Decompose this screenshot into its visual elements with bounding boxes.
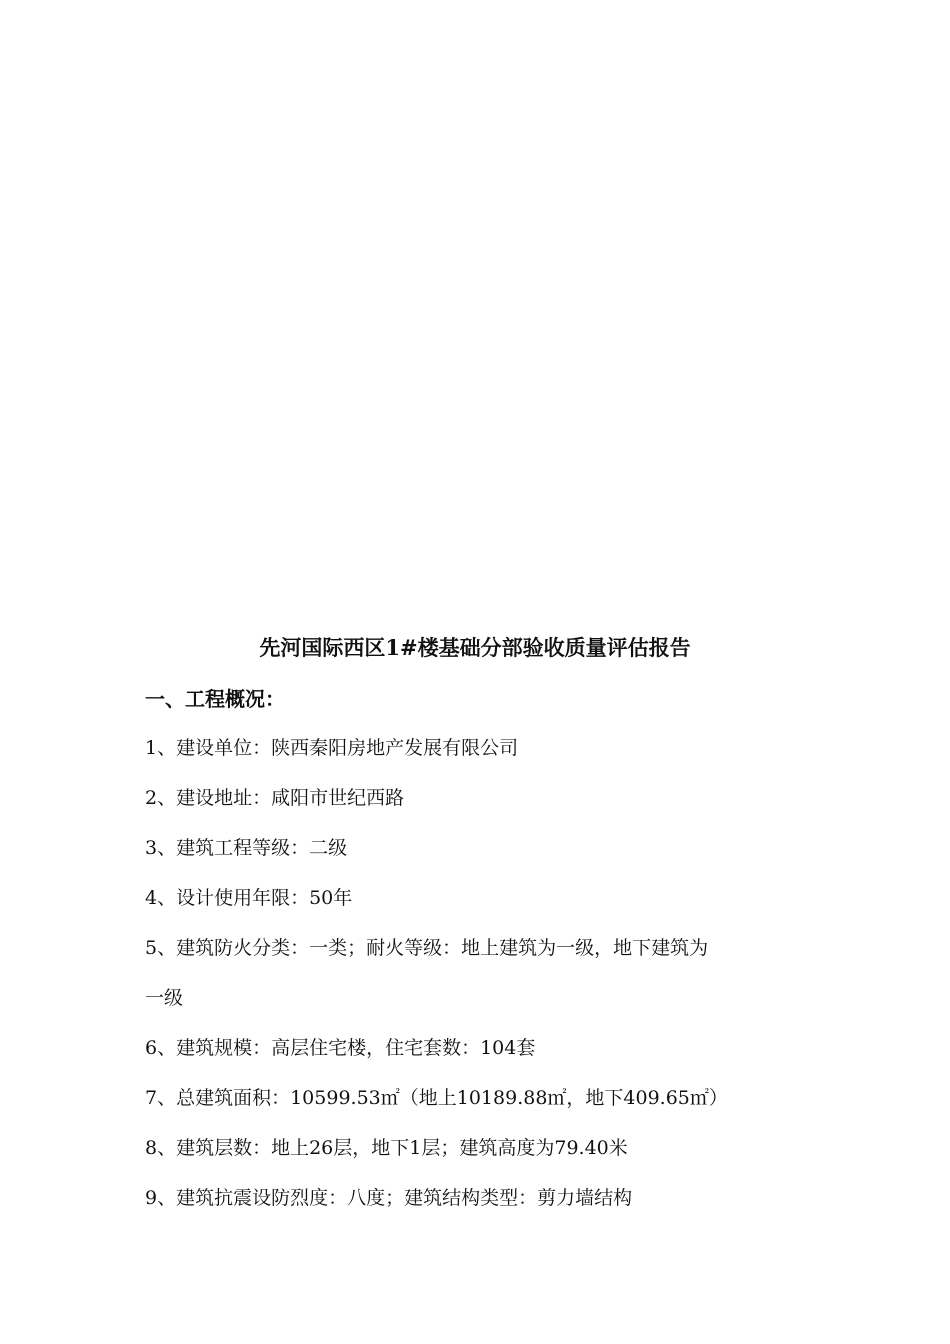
info-line-2: 2、建设地址：咸阳市世纪西路 (145, 787, 405, 809)
info-line-7: 7、总建筑面积：10599.53㎡（地上10189.88㎡，地下409.65㎡） (145, 1087, 728, 1109)
section-heading: 一、工程概况： (145, 687, 285, 711)
info-line-6: 6、建筑规模：高层住宅楼，住宅套数：104套 (145, 1037, 536, 1059)
document-title: 先河国际西区1#楼基础分部验收质量评估报告 (259, 635, 691, 660)
info-line-3: 3、建筑工程等级：二级 (145, 837, 348, 859)
info-line-9: 9、建筑抗震设防烈度：八度；建筑结构类型：剪力墙结构 (145, 1187, 633, 1209)
info-line-8: 8、建筑层数：地上26层，地下1层；建筑高度为79.40米 (145, 1137, 628, 1159)
info-line-1: 1、建设单位：陕西秦阳房地产发展有限公司 (145, 737, 519, 759)
info-line-5-continued: 一级 (145, 987, 184, 1009)
info-line-5: 5、建筑防火分类：一类；耐火等级：地上建筑为一级，地下建筑为 (145, 937, 709, 959)
info-line-4: 4、设计使用年限：50年 (145, 887, 353, 909)
